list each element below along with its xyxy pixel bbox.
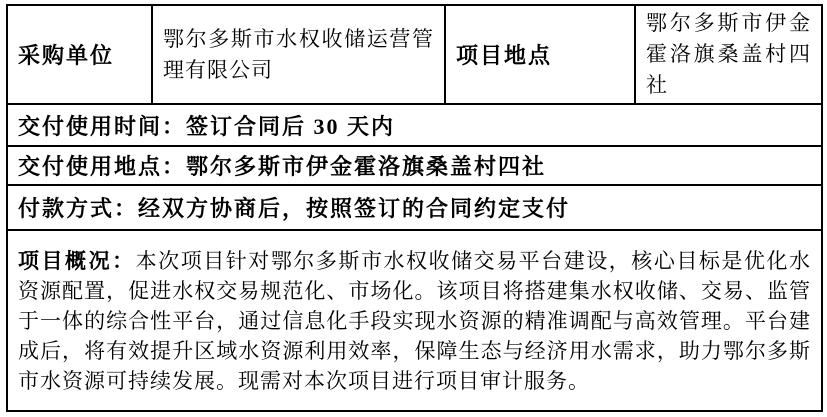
delivery-time-cell	[7, 104, 822, 146]
delivery-time-label: 交付使用时间：	[18, 113, 187, 139]
purchaser-label-cell: 采购单位	[7, 5, 152, 104]
project-location-label-cell: 项目地点	[445, 5, 635, 104]
payment-method-value: 经双方协商后，按照签订的合同约定支付	[138, 196, 571, 221]
payment-method-cell	[7, 185, 822, 230]
delivery-place-label: 交付使用地点：	[18, 154, 187, 179]
project-overview-text: 本次项目针对鄂尔多斯市水权收储交易平台建设，核心目标是优化水资源配置，促进水权交易规范化、市场化。该项目将搭建集水权收储、交易、监管于一体的综合性平台，通过信息化手段实现水资源的精准调配与高效管理。平台建成后，将有效提升区域水资源利用效率，保障生态与经济用水需求，助力鄂尔多斯市水资源可持续发展。现需对本次项目进行项目审计服务。	[18, 248, 812, 393]
procurement-info-table	[6, 4, 823, 412]
delivery-time-value: 签订合同后 30 天内	[186, 113, 396, 139]
delivery-place-row	[7, 146, 822, 185]
project-overview-label: 项目概况：	[18, 248, 136, 273]
delivery-time-row	[7, 104, 822, 146]
project-overview-row	[7, 230, 822, 411]
header-row	[7, 5, 822, 104]
project-overview-cell	[7, 230, 822, 411]
delivery-place-value: 鄂尔多斯市伊金霍洛旗桑盖村四社	[186, 154, 547, 179]
project-location-value-cell: 鄂尔多斯市伊金霍洛旗桑盖村四社	[635, 5, 822, 104]
payment-method-label: 付款方式：	[18, 196, 139, 221]
payment-method-row	[7, 185, 822, 230]
delivery-place-cell	[7, 146, 822, 185]
purchaser-value-cell: 鄂尔多斯市水权收储运营管理有限公司	[152, 5, 445, 104]
